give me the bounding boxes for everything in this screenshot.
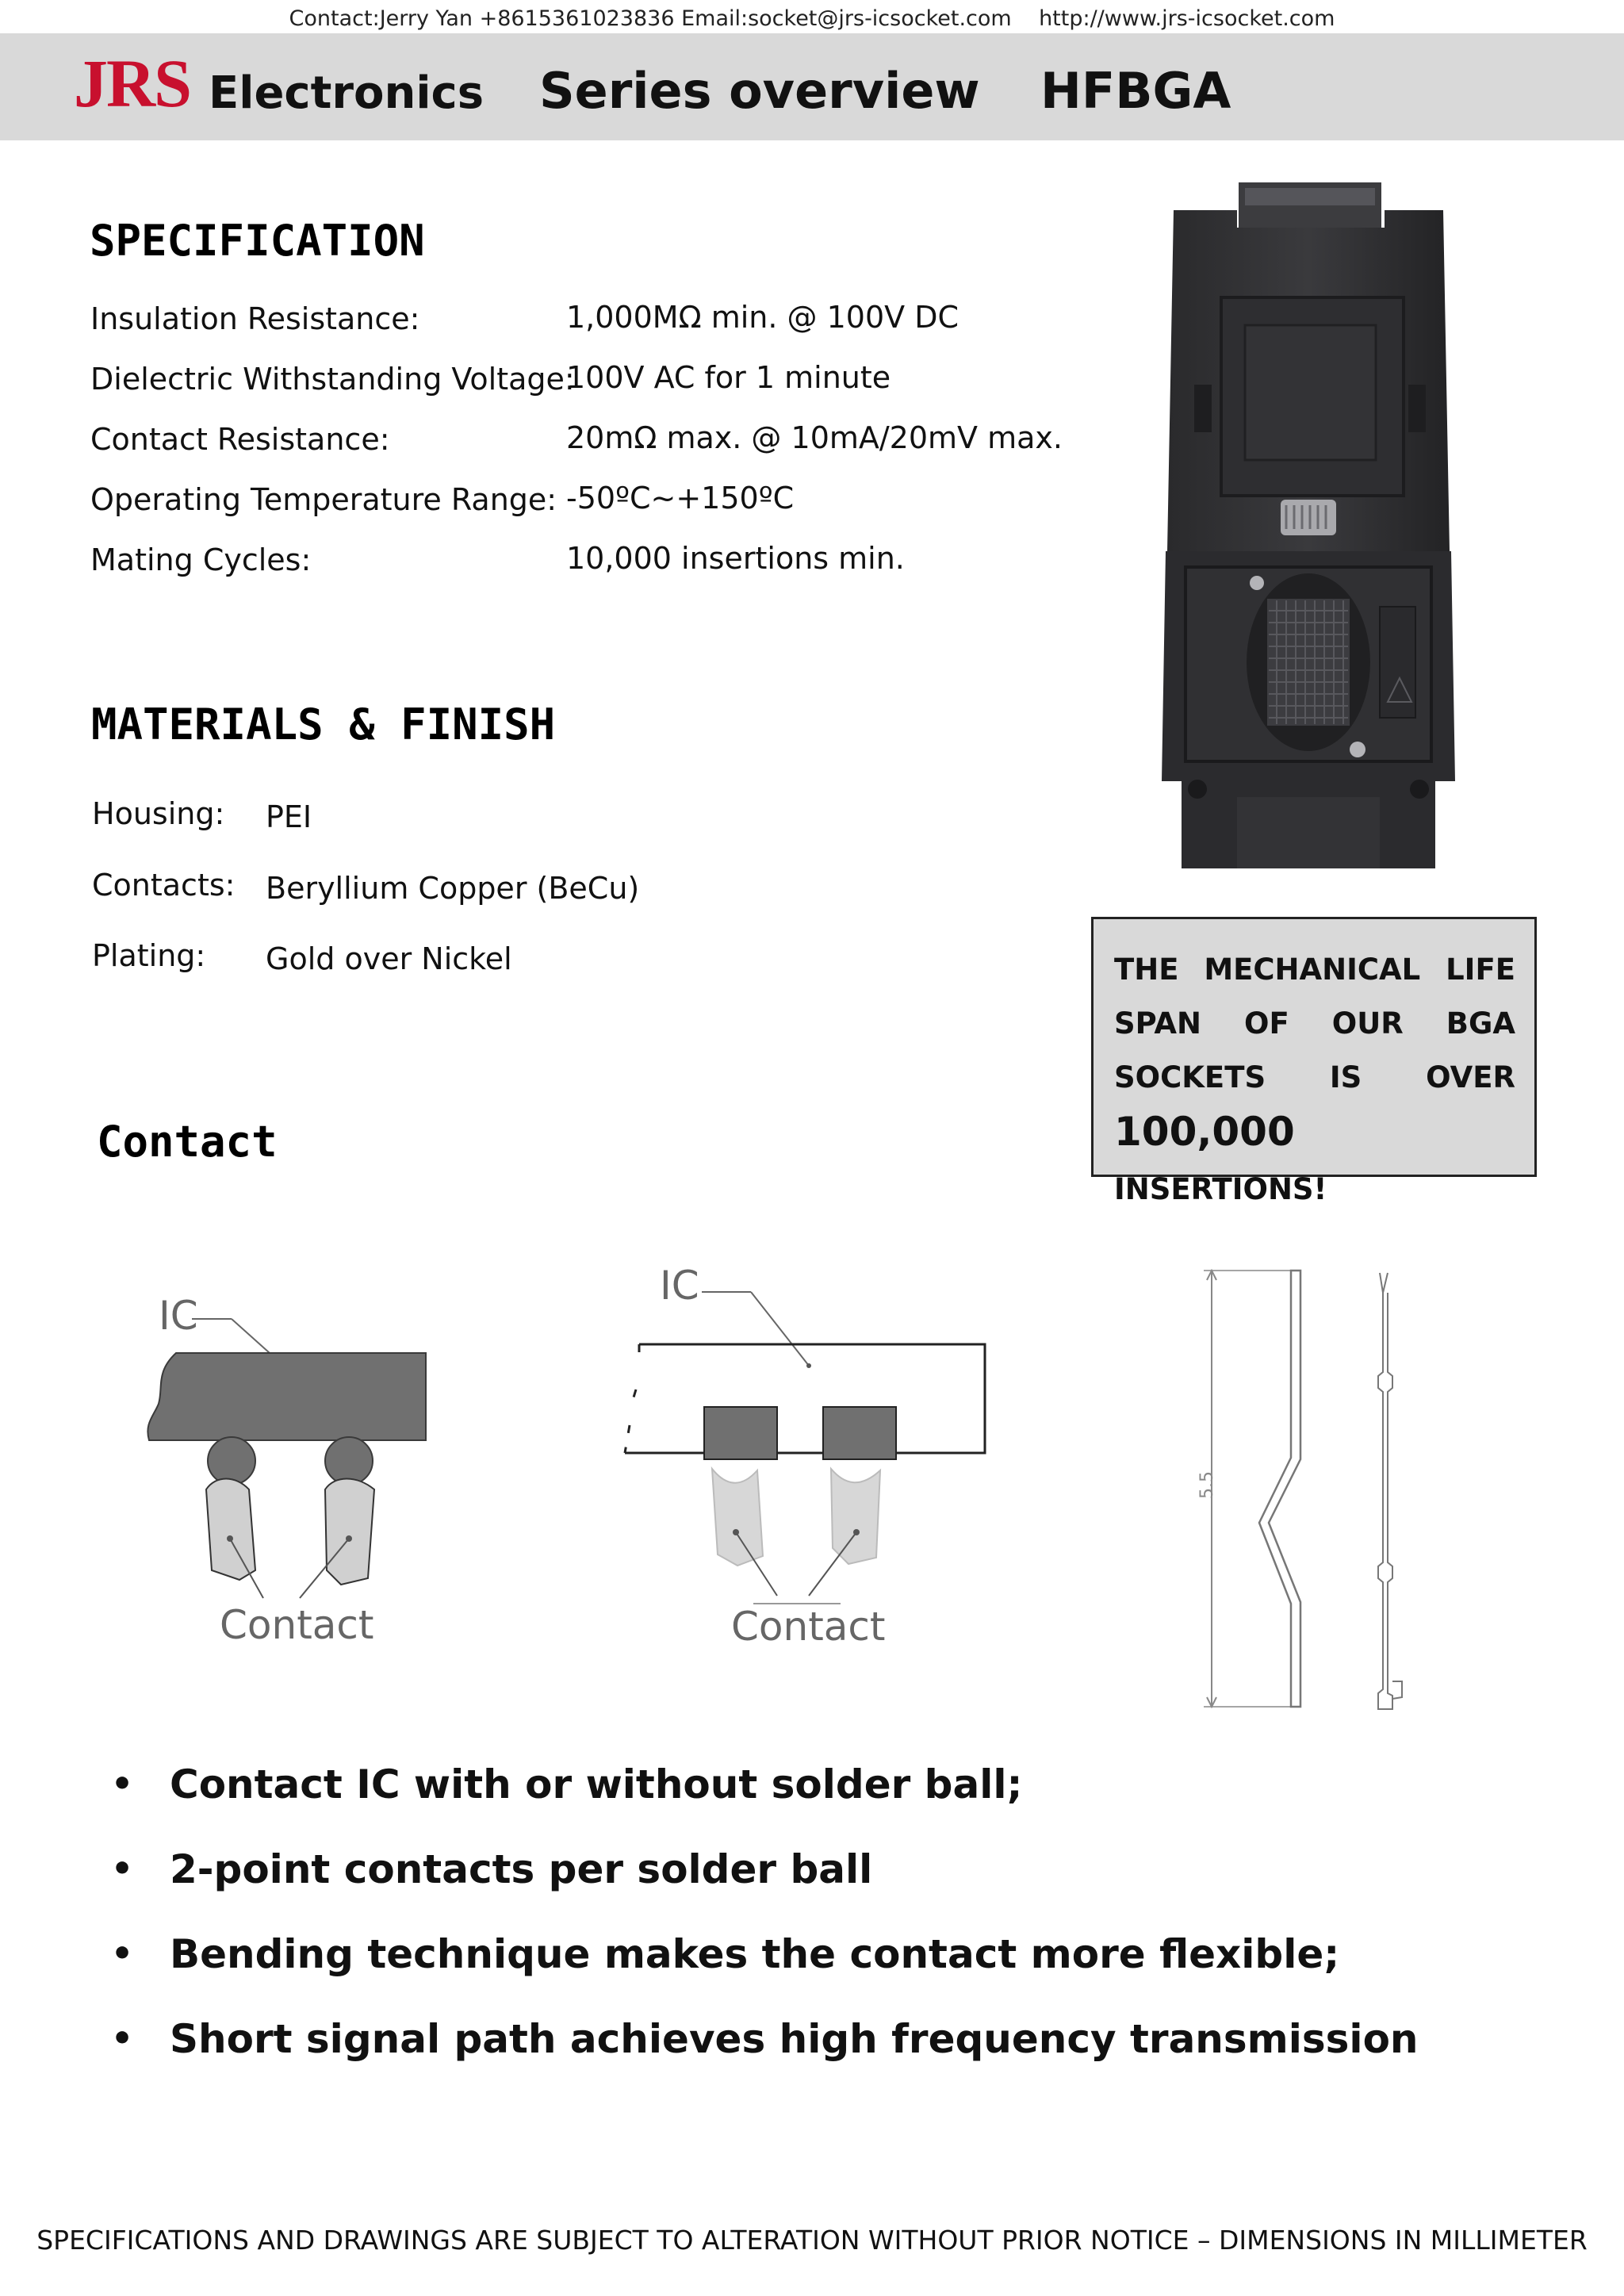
materials-title: MATERIALS & FINISH: [91, 700, 556, 749]
mechanical-life-notice: [1091, 917, 1537, 1206]
specification-title: SPECIFICATION: [90, 216, 425, 266]
spec-value: 100V AC for 1 minute: [566, 360, 891, 395]
ic-label: IC: [660, 1263, 699, 1309]
spec-label: Mating Cycles:: [90, 542, 312, 577]
contact-info-line: [0, 6, 1624, 31]
spec-label: Dielectric Withstanding Voltage:: [90, 362, 575, 397]
spec-label: Contact Resistance:: [90, 422, 390, 457]
material-value: Beryllium Copper (BeCu): [266, 871, 640, 906]
bullet-text: Contact IC with or without solder ball;: [170, 1761, 1023, 1807]
list-item: [111, 1757, 1419, 1842]
notice-highlight: [1114, 1105, 1515, 1217]
footer-disclaimer: SPECIFICATIONS AND DRAWINGS ARE SUBJECT TO ALTERATION WITHOUT PRIOR NOTICE – DIMENSIONS IN MILLIMETER: [36, 2225, 1588, 2256]
ic-label: IC: [159, 1293, 198, 1339]
contact-pin-profile-drawing: [1189, 1261, 1427, 1721]
bga-socket-product-image: [1150, 178, 1483, 876]
page-title: Series overview: [539, 62, 980, 120]
insertions-text: INSERTIONS!: [1114, 1172, 1327, 1206]
material-value: Gold over Nickel: [266, 941, 512, 976]
spec-value: -50ºC~+150ºC: [566, 481, 795, 516]
spec-value: 10,000 insertions min.: [566, 541, 905, 576]
material-label: Plating:: [92, 938, 206, 973]
notice-line: SOCKETS IS OVER: [1114, 1060, 1515, 1094]
spec-value: 1,000MΩ min. @ 100V DC: [566, 300, 959, 335]
contact-diagram-without-solder-ball: [611, 1263, 991, 1667]
model-name: HFBGA: [1040, 62, 1231, 120]
contact-label: Contact: [731, 1604, 886, 1650]
material-label: Housing:: [92, 796, 225, 831]
notice-line: SPAN OF OUR BGA: [1114, 1006, 1515, 1041]
spec-label: Operating Temperature Range:: [90, 482, 557, 517]
bullet-icon: •: [111, 1934, 134, 1974]
website-url: http://www.jrs-icsocket.com: [1039, 6, 1335, 31]
list-item: [111, 1926, 1419, 2011]
brand-suffix: Electronics: [209, 67, 485, 119]
material-value: PEI: [266, 799, 312, 834]
contact-diagram-with-solder-ball: [144, 1285, 477, 1665]
brand-logo: JRS: [74, 45, 190, 121]
dimension-label: 5.5: [1197, 1471, 1217, 1499]
bullet-icon: •: [111, 1764, 134, 1804]
list-item: [111, 2011, 1419, 2096]
spec-value: 20mΩ max. @ 10mA/20mV max.: [566, 420, 1063, 455]
contact-label: Contact: [220, 1602, 374, 1648]
feature-bullet-list: [111, 1757, 1419, 2096]
bullet-text: 2-point contacts per solder ball: [170, 1846, 873, 1892]
bullet-icon: •: [111, 1849, 134, 1889]
insertions-count: 100,000: [1114, 1109, 1295, 1155]
contact-section-title: Contact: [97, 1117, 278, 1167]
bullet-text: Bending technique makes the contact more flexible;: [170, 1931, 1340, 1977]
notice-line: THE MECHANICAL LIFE: [1114, 953, 1515, 987]
list-item: [111, 1842, 1419, 1926]
bullet-icon: •: [111, 2018, 134, 2059]
contact-pin-drawing: [1189, 1261, 1427, 1721]
material-label: Contacts:: [92, 868, 236, 903]
bullet-text: Short signal path achieves high frequency transmission: [170, 2016, 1419, 2062]
contact-text: Contact:Jerry Yan +8615361023836 Email:socket@jrs-icsocket.com: [289, 6, 1012, 31]
spec-label: Insulation Resistance:: [90, 301, 420, 336]
